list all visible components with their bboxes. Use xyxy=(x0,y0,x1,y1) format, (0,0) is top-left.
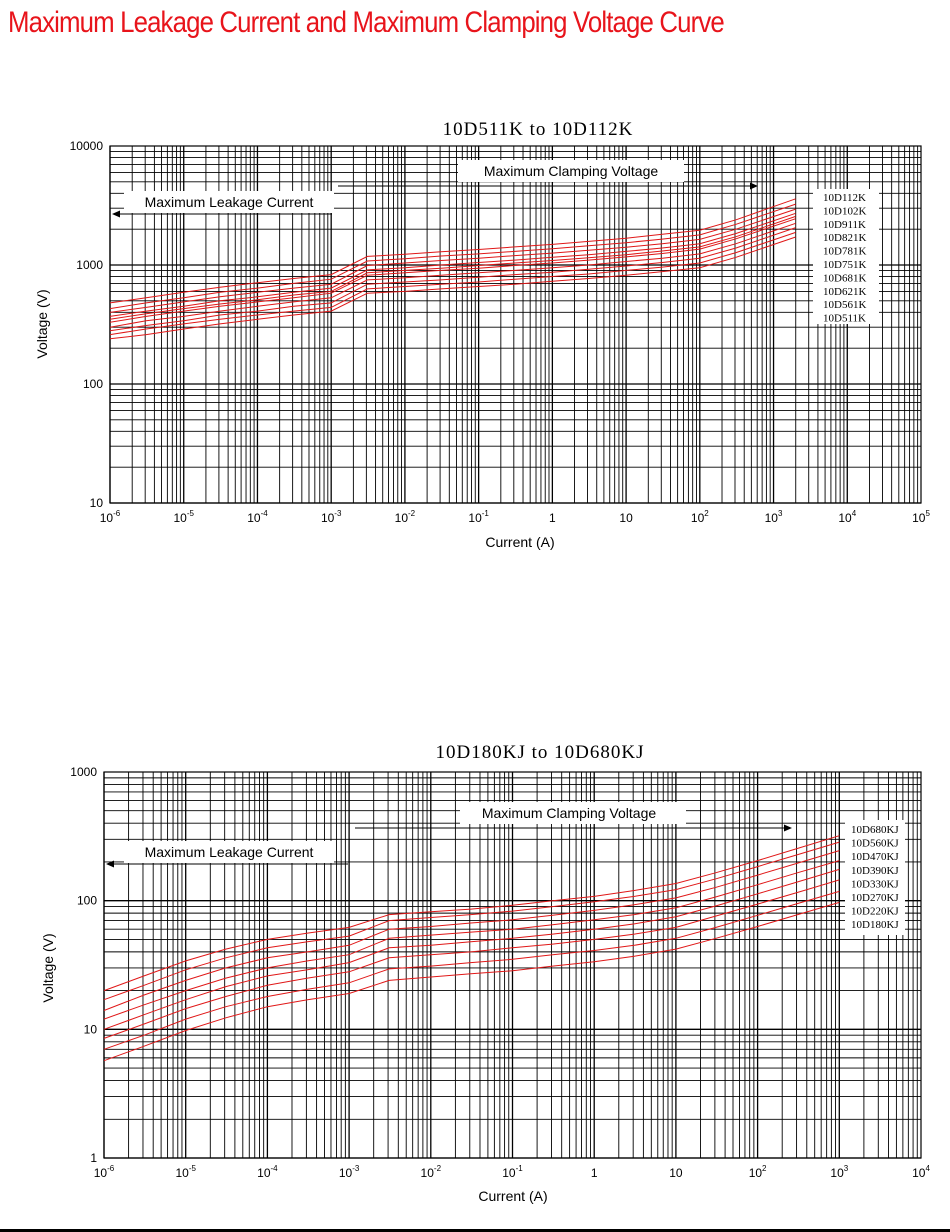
x-tick-label: $10^{-1}$ xyxy=(468,509,489,525)
legend-entry: 10D180KJ xyxy=(851,919,899,932)
clamping-annotation xyxy=(355,802,792,832)
x-tick-label: $10^{-6}$ xyxy=(99,509,121,525)
leakage-label: Maximum Leakage Current xyxy=(144,844,314,860)
legend xyxy=(823,192,866,325)
leakage-arrowhead xyxy=(112,211,120,218)
x-tick-label: $10^5$ xyxy=(912,509,930,525)
x-axis-label: Current (A) xyxy=(478,1188,548,1204)
series-line-10d220kj xyxy=(104,891,839,1049)
chart-title: 10D511K to 10D112K xyxy=(442,119,634,140)
legend-entry: 10D911K xyxy=(823,218,866,231)
y-tick-label: 10 xyxy=(89,496,103,510)
y-tick-label: 100 xyxy=(82,377,103,391)
legend-entry: 10D821K xyxy=(823,232,867,245)
leakage-annotation xyxy=(112,191,334,218)
y-tick-label: 1000 xyxy=(70,765,97,779)
legend-entry: 10D560KJ xyxy=(851,837,899,850)
legend-entry: 10D511K xyxy=(823,312,866,325)
legend-entry: 10D561K xyxy=(823,299,867,312)
legend-entry: 10D390KJ xyxy=(851,864,899,877)
x-tick-label: 1 xyxy=(549,511,556,525)
x-tick-label: 1 xyxy=(590,1166,598,1180)
chart-top xyxy=(0,100,950,560)
y-tick-label: 1 xyxy=(90,1151,97,1165)
legend-entry: 10D680KJ xyxy=(851,824,899,836)
legend-entry: 10D220KJ xyxy=(851,905,899,918)
legend-entry: 10D621K xyxy=(823,285,867,298)
x-tick-label: $10^2$ xyxy=(690,509,709,525)
y-tick-label: 100 xyxy=(76,893,97,908)
legend-entry: 10D330KJ xyxy=(851,878,899,891)
clamping-label: Maximum Clamping Voltage xyxy=(483,163,659,179)
x-tick-label: $10^4$ xyxy=(912,1164,930,1180)
series-line-10d390kj xyxy=(104,861,839,1020)
y-axis-label: Voltage (V) xyxy=(34,289,50,359)
x-tick-label: $10^4$ xyxy=(838,509,857,525)
series-lines xyxy=(104,836,839,1061)
legend-entry: 10D270KJ xyxy=(851,892,899,904)
x-axis-label: Current (A) xyxy=(485,534,555,550)
x-tick-label: $10^{-6}$ xyxy=(93,1164,115,1180)
legend xyxy=(851,824,899,931)
x-tick-label: $10^{-3}$ xyxy=(338,1164,360,1180)
x-tick-label: $10^{-5}$ xyxy=(175,1164,196,1180)
page-title: Maximum Leakage Current and Maximum Clamping Voltage Curve xyxy=(8,6,724,39)
x-tick-label: $10^{-4}$ xyxy=(257,1164,278,1180)
x-tick-labels xyxy=(94,1164,931,1180)
x-tick-label: $10^{-3}$ xyxy=(320,509,342,525)
chart-bottom xyxy=(0,730,950,1230)
legend-entry: 10D681K xyxy=(823,272,867,285)
y-tick-label: 10 xyxy=(83,1022,97,1037)
legend-entry: 10D102K xyxy=(823,205,867,218)
legend-entry: 10D112K xyxy=(823,192,866,204)
chart-title: 10D180KJ to 10D680KJ xyxy=(435,742,645,763)
y-axis-label: Voltage (V) xyxy=(40,933,56,1003)
x-tick-label: $10^{-1}$ xyxy=(502,1164,523,1180)
leakage-label: Maximum Leakage Current xyxy=(144,194,314,210)
series-line-10d270kj xyxy=(104,880,839,1039)
x-tick-label: $10^3$ xyxy=(764,509,783,525)
x-tick-label: $10^{-2}$ xyxy=(420,1164,442,1180)
x-tick-label: $10^{-5}$ xyxy=(173,509,194,525)
x-tick-label: $10^2$ xyxy=(748,1164,767,1180)
x-tick-label: 10 xyxy=(669,1166,683,1180)
legend-entry: 10D781K xyxy=(823,245,867,258)
y-tick-labels xyxy=(70,139,104,510)
legend-entry: 10D751K xyxy=(823,259,867,271)
y-tick-label: 10000 xyxy=(69,139,103,153)
clamping-label: Maximum Clamping Voltage xyxy=(481,805,657,821)
x-tick-label: $10^{-4}$ xyxy=(247,509,268,525)
clamping-arrowhead xyxy=(784,825,792,832)
grid-lines xyxy=(104,772,921,1158)
y-tick-label: 1000 xyxy=(76,258,103,272)
x-tick-label: $10^{-2}$ xyxy=(394,509,416,525)
leakage-annotation xyxy=(106,841,348,868)
y-tick-labels xyxy=(70,765,97,1165)
x-tick-label: $10^3$ xyxy=(830,1164,849,1180)
x-tick-label: 10 xyxy=(619,511,633,525)
x-tick-labels xyxy=(100,509,931,525)
legend-entry: 10D470KJ xyxy=(851,851,899,864)
